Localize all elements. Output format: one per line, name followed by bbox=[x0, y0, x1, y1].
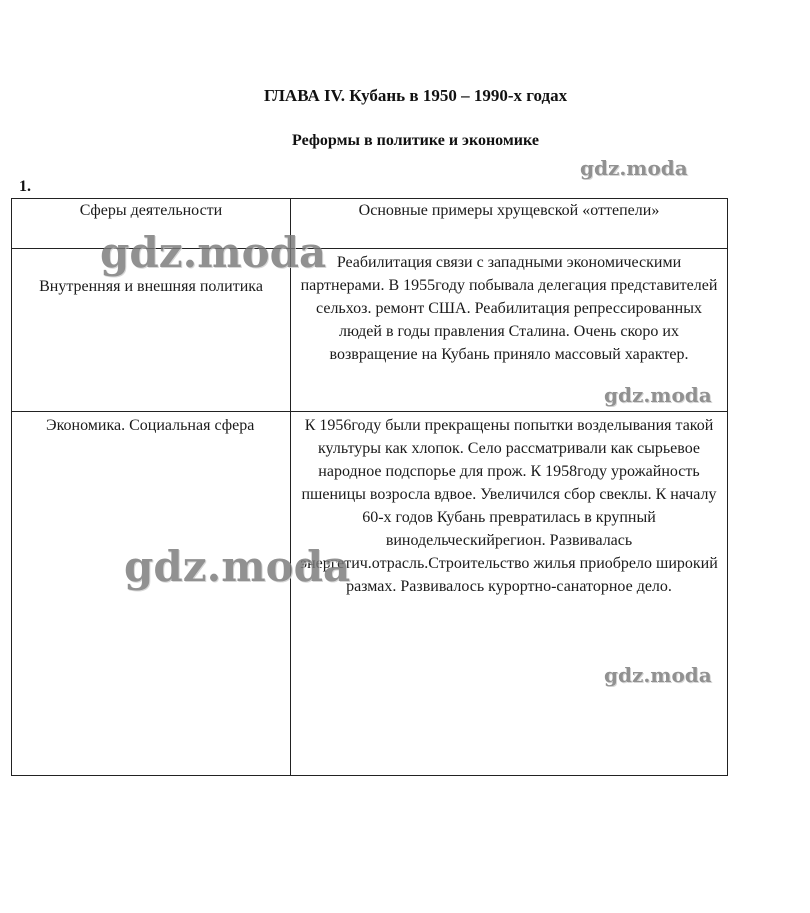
section-title: Реформы в политике и экономике bbox=[292, 132, 539, 149]
sphere-text: Экономика. Социальная сфера bbox=[46, 417, 255, 434]
examples-text: К 1956году были прекращены попытки возделывания такой культуры как хлопок. Село рассматривали как сырьевое народное подспорье для прож. К 1958году урожайность пшеницы возросла вдвое. Увеличился сбор свеклы. К началу 60-х годов Кубань превратилась в крупный винодельческийрегион. Развивалась энергетич.отрасль.Строительство жилья приобрело широкий размах. Развивалось курортно-санаторное дело. bbox=[300, 417, 718, 595]
watermark: gdz.moda bbox=[580, 156, 688, 180]
reforms-table bbox=[11, 198, 728, 776]
header-cell-spheres: Сферы деятельности bbox=[12, 199, 291, 249]
examples-cell bbox=[291, 412, 728, 776]
sphere-text: Внутренняя и внешняя политика bbox=[39, 278, 263, 295]
table-row bbox=[12, 412, 728, 776]
task-number: 1. bbox=[19, 178, 31, 195]
watermark: gdz.moda bbox=[100, 228, 327, 277]
watermark: gdz.moda bbox=[604, 663, 712, 687]
examples-text: Реабилитация связи с западными экономическими партнерами. В 1955году побывала делегация представителей сельхоз. ремонт США. Реабилитация репрессированных людей в годы правления Сталина. Очень скоро их возвращение на Кубань приняло массовый характер. bbox=[300, 254, 718, 363]
watermark: gdz.moda bbox=[604, 383, 712, 407]
watermark: gdz.moda bbox=[124, 542, 351, 591]
chapter-title: ГЛАВА IV. Кубань в 1950 – 1990-х годах bbox=[264, 86, 568, 105]
header-cell-examples: Основные примеры хрущевской «оттепели» bbox=[291, 199, 728, 249]
sphere-cell bbox=[12, 412, 291, 776]
